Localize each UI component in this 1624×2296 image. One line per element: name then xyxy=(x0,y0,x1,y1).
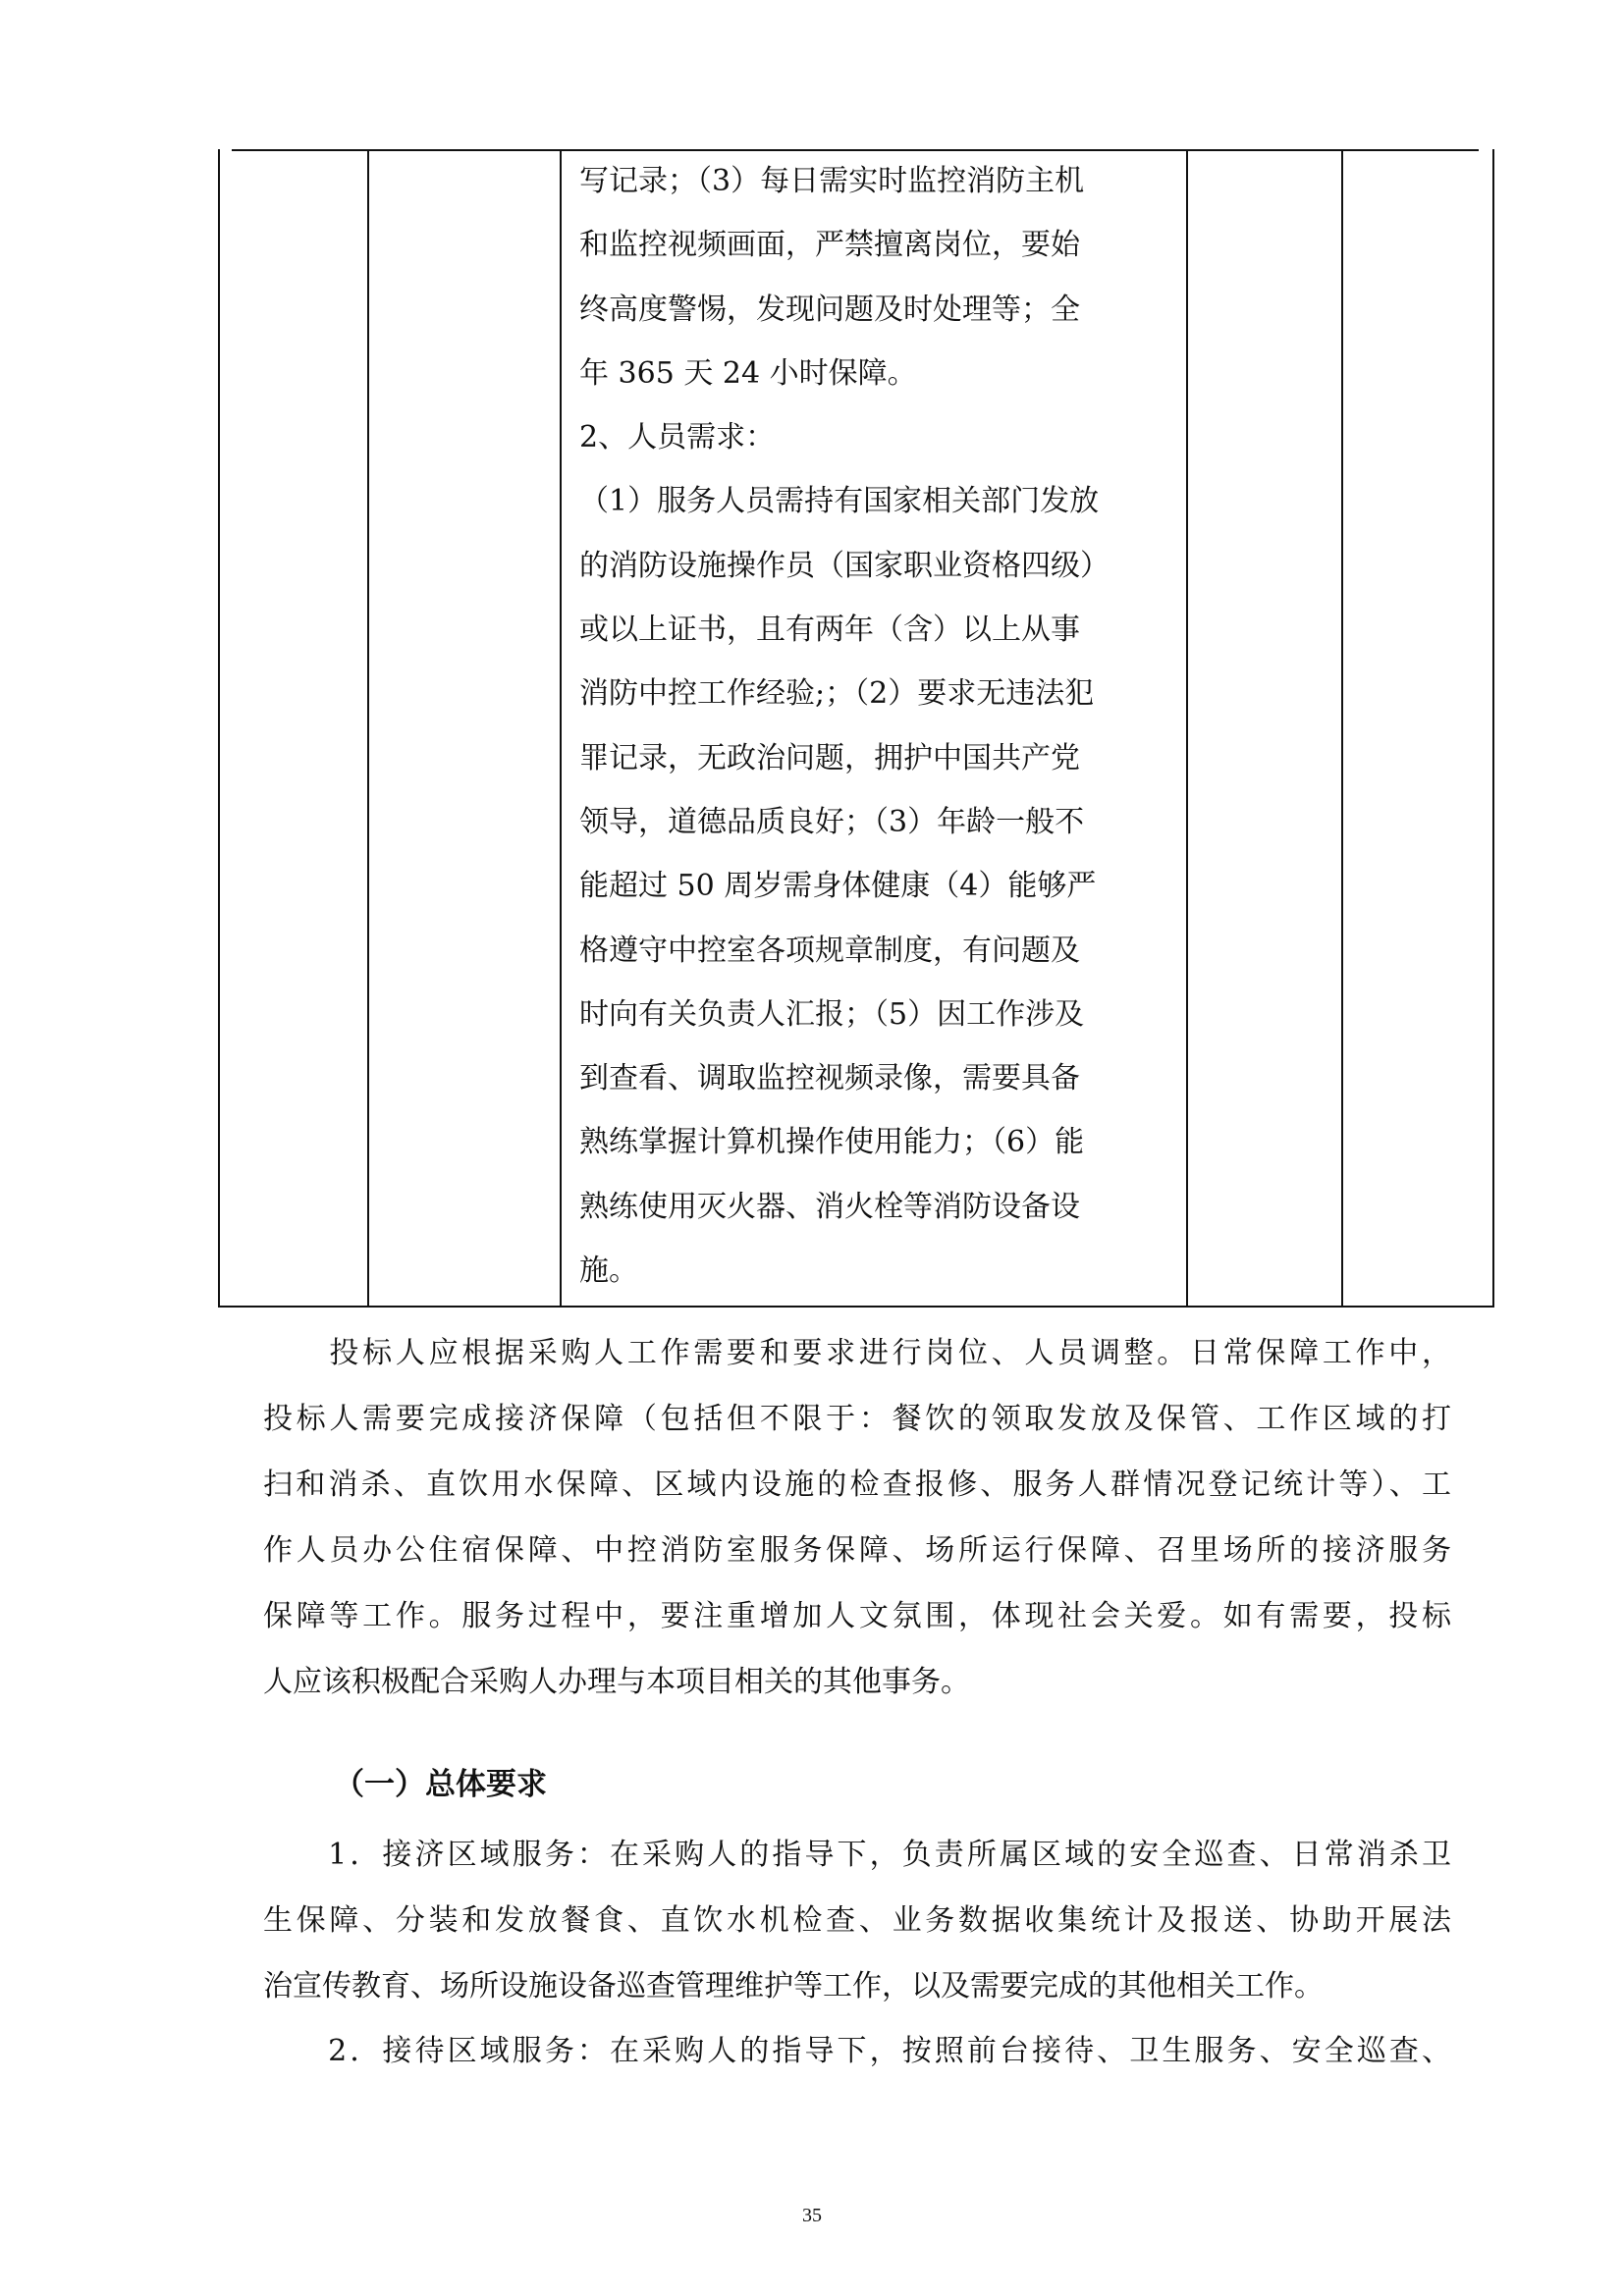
table-cell-content xyxy=(579,149,1168,1303)
table-cell-line: 2、人员需求： xyxy=(579,420,776,455)
table-column-divider xyxy=(1186,149,1188,1308)
table-column-divider xyxy=(367,149,369,1308)
requirements-table xyxy=(218,149,1494,1308)
table-cell-line: 熟练使用灭火器、消火栓等消防设备设 xyxy=(579,1189,1080,1224)
paragraph-line: 投标人应根据采购人工作需要和要求进行岗位、人员调整。日常保障工作中， xyxy=(263,1336,1451,1370)
table-border-left xyxy=(218,149,220,1308)
table-cell-line: 熟练掌握计算机操作使用能力；（6）能 xyxy=(579,1125,1085,1160)
table-cell-line: 和监控视频画面，严禁擅离岗位，要始 xyxy=(579,228,1080,263)
table-column-divider xyxy=(560,149,562,1308)
table-cell-line: 终高度警惕，发现问题及时处理等；全 xyxy=(579,292,1080,327)
section-heading: （一）总体要求 xyxy=(334,1767,547,1802)
table-cell-line: 消防中控工作经验;；（2）要求无违法犯 xyxy=(579,676,1095,712)
paragraph-line: 扫和消杀、直饮用水保障、区域内设施的检查报修、服务人群情况登记统计等）、工 xyxy=(263,1468,1451,1502)
paragraph-line: 生保障、分装和发放餐食、直饮水机检查、业务数据收集统计及报送、协助开展法 xyxy=(263,1903,1451,1938)
table-cell-line: 或以上证书，且有两年（含）以上从事 xyxy=(579,613,1080,648)
table-cell-line: 年 365 天 24 小时保障。 xyxy=(579,355,917,391)
table-cell-line: 格遵守中控室各项规章制度，有问题及 xyxy=(579,933,1080,968)
table-cell-line: 施。 xyxy=(579,1254,638,1289)
table-cell-line: 罪记录，无政治问题，拥护中国共产党 xyxy=(579,740,1080,775)
table-cell-line: （1）服务人员需持有国家相关部门发放 xyxy=(579,484,1100,519)
paragraph-line: 作人员办公住宿保障、中控消防室服务保障、场所运行保障、召里场所的接济服务 xyxy=(263,1533,1451,1568)
table-border-right xyxy=(1492,149,1494,1308)
paragraph-relief-area xyxy=(263,1822,1451,2019)
table-column-divider xyxy=(1341,149,1343,1308)
paragraph-reception-area xyxy=(263,2018,1451,2084)
paragraph-line: 治宣传教育、场所设施设备巡查管理维护等工作，以及需要完成的其他相关工作。 xyxy=(263,1969,1324,2003)
paragraph-line: 2．接待区域服务：在采购人的指导下，按照前台接待、卫生服务、安全巡查、 xyxy=(263,2034,1451,2068)
table-cell-line: 能超过 50 周岁需身体健康（4）能够严 xyxy=(579,869,1097,904)
table-cell-line: 到查看、调取监控视频录像，需要具备 xyxy=(579,1061,1080,1096)
paragraph-line: 保障等工作。服务过程中，要注重增加人文氛围，体现社会关爱。如有需要，投标 xyxy=(263,1599,1451,1633)
table-cell-line: 时向有关负责人汇报；（5）因工作涉及 xyxy=(579,996,1085,1032)
table-cell-line: 领导，道德品质良好；（3）年龄一般不 xyxy=(579,804,1085,839)
paragraph-line: 人应该积极配合采购人办理与本项目相关的其他事务。 xyxy=(263,1665,970,1699)
table-cell-line: 的消防设施操作员（国家职业资格四级） xyxy=(579,548,1110,583)
paragraph-adjustment xyxy=(263,1320,1451,1715)
page-number: 35 xyxy=(802,2205,822,2226)
table-bottom-border xyxy=(218,1306,1494,1308)
paragraph-line: 投标人需要完成接济保障（包括但不限于：餐饮的领取发放及保管、工作区域的打 xyxy=(263,1402,1451,1436)
table-cell-line: 写记录；（3）每日需实时监控消防主机 xyxy=(579,164,1085,198)
paragraph-line: 1．接济区域服务：在采购人的指导下，负责所属区域的安全巡查、日常消杀卫 xyxy=(263,1838,1451,1872)
